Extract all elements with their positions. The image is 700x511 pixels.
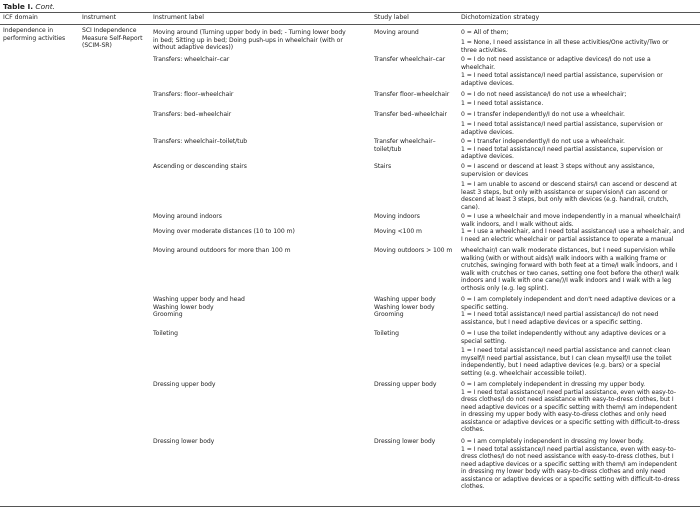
- study-label-cell: Moving around: [374, 29, 419, 36]
- instrument-label-cell: Transfers: floor–wheelchair: [153, 91, 234, 98]
- dichotomization-strategy-cell: 0 = I am completely independent in dressing my upper body. 1 = I need total assistance/I need partial assistance, even with easy-to- dress clothes/I do not need assistance with easy-to-dress clothes, but I need adaptive devices or a specific setting with them/I am independent in dressing my upper body with easy-to-dress clothes and only need assistance or adaptive devices or a specific setting with difficult-to-dress clothes.: [461, 381, 680, 434]
- study-label-cell: Transfer bed–wheelchair: [374, 111, 448, 118]
- icf-domain-cell: Independence in performing activities: [3, 27, 66, 42]
- instrument-label-cell: Transfers: bed–wheelchair: [153, 111, 232, 118]
- table-caption: [3, 2, 55, 11]
- instrument-label-cell: Moving around (Turning upper body in bed; - Turning lower body in bed; Sitting up in bed; Doing push-ups in wheelchair (with or without adaptive devices)): [153, 29, 346, 52]
- study-label-cell: Dressing upper body: [374, 381, 437, 388]
- dichotomization-strategy-cell: 1 = None, I need assistance in all these activities/One activity/Two or three activities.: [461, 39, 669, 54]
- instrument-label-cell: Dressing lower body: [153, 438, 215, 445]
- dichotomization-strategy-cell: 0 = All of them;: [461, 29, 509, 36]
- bottom-rule: [0, 506, 700, 507]
- instrument-label-cell: Dressing upper body: [153, 381, 216, 388]
- table-number: Table I.: [3, 2, 34, 11]
- instrument-cell: SCI Independence Measure Self-Report (SCIM-SR): [82, 27, 143, 50]
- study-label-cell: Toileting: [374, 330, 399, 337]
- header-instrument-label: Instrument label: [153, 14, 204, 21]
- instrument-label-cell: Moving around outdoors for more than 100 m: [153, 247, 291, 254]
- dichotomization-strategy-cell: 0 = I transfer independently/I do not use a wheelchair.: [461, 111, 625, 118]
- dichotomization-strategy-cell: 1 = I need total assistance/I need partial assistance, supervision or adaptive devices.: [461, 72, 663, 87]
- instrument-label-cell: Toileting: [153, 330, 178, 337]
- dichotomization-strategy-cell: 0 = I use the toilet independently without any adaptive devices or a special setting.: [461, 330, 666, 345]
- study-label-cell: Transfer wheelchair–car: [374, 56, 446, 63]
- study-label-cell: Moving indoors: [374, 213, 420, 220]
- dichotomization-strategy-cell: 0 = I transfer independently/I do not use a wheelchair. 1 = I need total assistance/I need partial assistance, supervision or adaptive devices.: [461, 138, 663, 161]
- study-label-cell: Moving <100 m: [374, 228, 422, 235]
- instrument-label-cell: Transfers: wheelchair–toilet/tub: [153, 138, 248, 145]
- instrument-label-cell: Washing upper body and head Washing lower body Grooming: [153, 296, 245, 319]
- instrument-label-cell: Moving around indoors: [153, 213, 222, 220]
- dichotomization-strategy-cell: 0 = I ascend or descend at least 3 steps without any assistance, supervision or devices: [461, 163, 655, 178]
- dichotomization-strategy-cell: wheelchair/I can walk moderate distances, but I need supervision while walking (with or without aids)/I walk indoors with a walking frame or crutches, swinging forward with both feet at a time/I walk indoors, and I walk with crutches or two canes, setting one foot before the other/I walk indoors and I walk with one cane/)/I walk indoors and I walk with a leg orthosis only (e.g. leg splint).: [461, 247, 679, 292]
- header-icf-domain: ICF domain: [3, 14, 38, 21]
- dichotomization-strategy-cell: 0 = I do not need assistance or adaptive devices/I do not use a wheelchair.: [461, 56, 651, 71]
- instrument-label-cell: Moving over moderate distances (10 to 100 m): [153, 228, 295, 235]
- table-continuation: Cont.: [35, 2, 56, 11]
- dichotomization-strategy-cell: 1 = I use a wheelchair, and I need total assistance/I use a wheelchair, and I need an electric wheelchair or partial assistance to operate a manual: [461, 228, 685, 243]
- dichotomization-strategy-cell: 0 = I use a wheelchair and move independently in a manual wheelchair/I walk indoors, and I walk without aids.: [461, 213, 681, 228]
- study-label-cell: Transfer floor–wheelchair: [374, 91, 450, 98]
- study-label-cell: Transfer wheelchair– toilet/tub: [374, 138, 436, 153]
- instrument-label-cell: Transfers: wheelchair–car: [153, 56, 230, 63]
- top-rule: [0, 12, 700, 13]
- dichotomization-strategy-cell: 1 = I need total assistance/I need partial assistance and cannot clean myself/I need partial assistance, but I can clean myself/I use the toilet independently, but I need adaptive devices (e.g. bars) or a special setting (e.g. wheelchair accessible toilet).: [461, 347, 672, 377]
- dichotomization-strategy-cell: 1 = I need total assistance/I need partial assistance, supervision or adaptive devices.: [461, 121, 663, 136]
- study-label-cell: Washing upper body Washing lower body Grooming: [374, 296, 436, 319]
- dichotomization-strategy-cell: 0 = I do not need assistance/I do not use a wheelchair;: [461, 91, 627, 98]
- dichotomization-strategy-cell: 1 = I am unable to ascend or descend stairs/I can ascend or descend at least 3 steps, but only with assistance or supervision/I can ascend or descend at least 3 steps, but only with devices (e.g. handrail, crutch, cane).: [461, 181, 677, 211]
- dichotomization-strategy-cell: 1 = I need total assistance.: [461, 100, 544, 107]
- dichotomization-strategy-cell: 0 = I am completely independent and don't need adaptive devices or a specific setting. 1 = I need total assistance/I need partial assistance/I do not need assistance, but I need adaptive devices or a specific setting.: [461, 296, 676, 326]
- study-label-cell: Moving outdoors > 100 m: [374, 247, 453, 254]
- study-label-cell: Stairs: [374, 163, 392, 170]
- header-instrument: Instrument: [82, 14, 117, 21]
- dichotomization-strategy-cell: 0 = I am completely independent in dressing my lower body. 1 = I need total assistance/I need partial assistance, even with easy-to- dress clothes/I do not need assistance with easy-to-dress clothes, but I need adaptive devices or a specific setting with them/I am independent in dressing my lower body with easy-to-dress clothes and only need assistance or adaptive devices or a specific setting with difficult-to-dress clothes.: [461, 438, 680, 491]
- study-label-cell: Dressing lower body: [374, 438, 436, 445]
- header-dichotomization-strategy: Dichotomization strategy: [461, 14, 540, 21]
- instrument-label-cell: Ascending or descending stairs: [153, 163, 247, 170]
- header-rule: [0, 24, 700, 25]
- header-study-label: Study label: [374, 14, 409, 21]
